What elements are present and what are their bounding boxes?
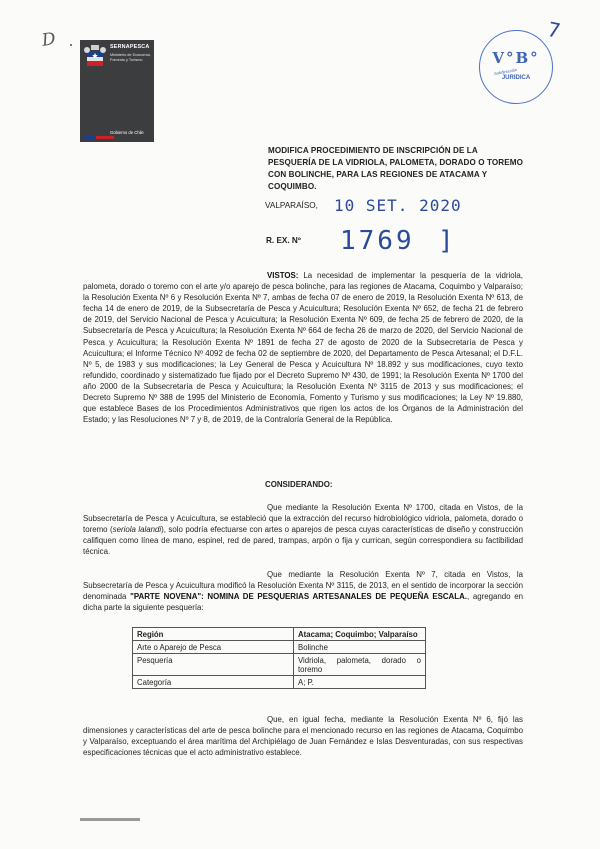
date-stamp: 10 SET. 2020: [334, 196, 462, 215]
coat-of-arms-icon: [84, 44, 106, 70]
considerando-heading: CONSIDERANDO:: [265, 480, 333, 489]
vistos-label: VISTOS:: [267, 271, 299, 280]
resolution-number: 1769: [340, 226, 415, 256]
dot-mark: [70, 44, 72, 46]
table-cell: Categoría: [133, 676, 294, 689]
table-cell: Vidriola, palometa, dorado o toremo: [294, 654, 426, 676]
table-cell: Pesquería: [133, 654, 294, 676]
fishery-table: [132, 627, 426, 689]
table-row: [133, 676, 426, 689]
considerando-paragraph-1: [83, 502, 523, 557]
considerando-paragraph-2: [83, 569, 523, 613]
approval-stamp: [479, 30, 553, 104]
stamp-division: JURIDICA: [501, 75, 531, 81]
table-cell: Bolinche: [294, 641, 426, 654]
handwritten-mark-top-right: 7: [545, 17, 563, 43]
document-title: MODIFICA PROCEDIMIENTO DE INSCRIPCIÓN DE LA PESQUERÍA DE LA VIDRIOLA, PALOMETA, DORADO O TOREMO CON BOLINCHE, PARA LAS REGIONES DE ATACAMA Y COQUIMBO.: [268, 146, 523, 191]
table-cell: Región: [133, 628, 294, 641]
org-name: SERNAPESCA: [110, 44, 150, 50]
footer-rule: [80, 818, 140, 821]
table-cell: Atacama; Coquimbo; Valparaíso: [294, 628, 426, 641]
p2-text-a: Que mediante la Resolución Exenta Nº 7, citada en Vistos, la Subsecretaría de Pesca y Acuicultura modificó la Resolución Exenta Nº 3115, de 2013, en el sentido de incorporar la sección denominada: [83, 570, 523, 602]
handwritten-mark-top-left: D: [40, 29, 57, 51]
vistos-paragraph: [83, 270, 523, 425]
table-row: [133, 641, 426, 654]
considerando-paragraph-3: [83, 714, 523, 758]
species-name: seriola lalandi: [112, 525, 162, 535]
table-cell: A; P.: [294, 676, 426, 689]
flag-bar: [84, 136, 114, 139]
p3-text: Que, en igual fecha, mediante la Resolución Exenta Nº 6, fijó las dimensiones y características del arte de pesca bolinche para el mencionado recurso en las regiones de Atacama, Coquimbo y Valparaíso, exceptuando el área marítima del Archipiélago de Juan Fernández e Islas Desventuradas, con sus respectivas especificaciones técnicas que el acto administrativo establece.: [83, 715, 523, 758]
p1-text-a: Que mediante la Resolución Exenta Nº 1700, citada en Vistos, de la Subsecretaría de Pesca y Acuicultura, se estableció que la extracción del recurso hidrobiológico vidriola, palometa, dorado o toremo (: [83, 503, 523, 535]
table-row: [133, 628, 426, 641]
table-row: [133, 654, 426, 676]
government-label: Gobierno de Chile: [110, 130, 144, 135]
place-label: VALPARAÍSO,: [265, 201, 318, 210]
p2-text-b: , agregando en dicha parte la siguiente pesquería:: [83, 592, 523, 613]
table-cell: Arte o Aparejo de Pesca: [133, 641, 294, 654]
sernapesca-logo: [80, 40, 154, 142]
stamp-vb: V°B°: [492, 49, 540, 67]
p1-text-b: ), solo podría efectuarse con artes o aparejos de pesca cuyas características de diseño y construcción califiquen como línea de mano, espinel, red de pared, trampas, arpón o fija y currican, según correspondiera su factibilidad técnica.: [83, 525, 523, 557]
resolution-label: R. EX. Nº: [266, 236, 301, 245]
p2-bold: "PARTE NOVENA": NOMINA DE PESQUERIAS ARTESANALES DE PEQUEÑA ESCALA.: [130, 592, 467, 602]
vistos-text: La necesidad de implementar la pesquería de la vidriola, palometa, dorado o toremo con el arte y/o aparejo de pesca bolinche, para las regiones de Atacama, Coquimbo y Valparaíso; la Resolución Exenta Nº 6 y Resolución Exenta Nº 7, ambas de fecha 07 de enero de 2019, la Resolución Exenta Nº 613, de fecha 14 de enero de 2019, de la Subsecretaría de Pesca y Acuicultura; Resolución Exenta Nº 652, de fecha 21 de febrero de 2019, del Servicio Nacional de Pesca y Acuicultura; la Resolución Exenta Nº 609, de fecha 25 de febrero de 2020, de la Subsecretaría de Pesca y Acuicultura; la Resolución Exenta Nº 664 de fecha 26 de marzo de 2020, del Servicio Nacional de Pesca y Acuicultura; la Resolución Exenta Nº 1891 de fecha 27 de agosto de 2020 de la Subsecretaría de Pesca y Acuicultura; el Informe Técnico Nº 4092 de fecha 02 de septiembre de 2020, del Departamento de Pesca Artesanal; el D.F.L. Nº 5, de 1983 y sus modificaciones; la Ley General de Pesca y Acuicultura Nº 18.892 y sus modificaciones, cuyo texto refundido, coordinado y sistematizado fue fijado por el Decreto Supremo Nº 430, de 1991; la Resolución Exenta Nº 1700 del año 2000 de la Subsecretaría de Pesca y Acuicultura; la Resolución Exenta Nº 3115 de 2013 y sus modificaciones; el Decreto Supremo Nº 388 de 1995 del Ministerio de Economía, Fomento y Turismo y sus modificaciones; la Ley Nº 19.880, que establece Bases de los Procedimientos Administrativos que rigen los actos de los Órganos de la Administración del Estado; y las Resoluciones Nº 7 y 8, de 2019, de la Contraloría General de la República.: [83, 271, 523, 425]
stamp-subtitle: Subdirección: [493, 67, 518, 76]
ministry-name: Ministerio de Economía, Fomento y Turismo: [110, 53, 151, 62]
resolution-mark: ]: [438, 226, 454, 256]
